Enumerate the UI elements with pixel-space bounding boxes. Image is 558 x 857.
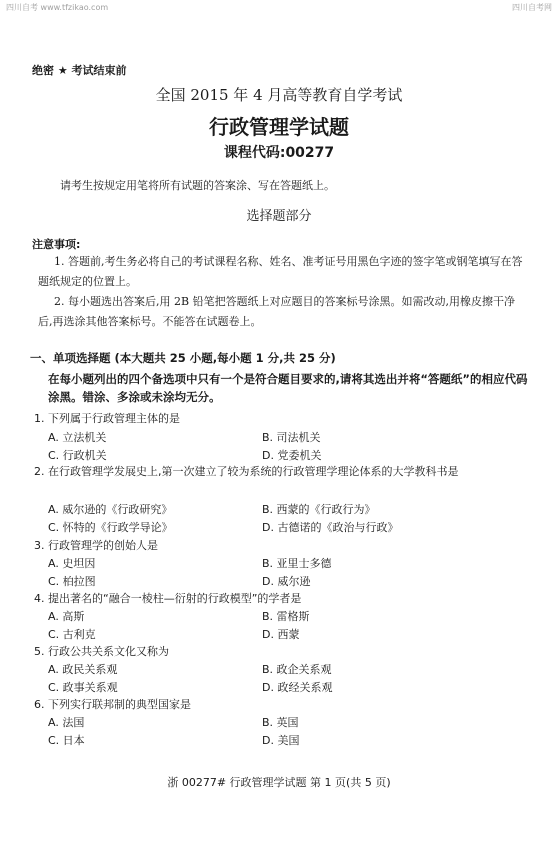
option-d: D. 政经关系观 xyxy=(262,681,333,694)
option-c: C. 怀特的《行政学导论》 xyxy=(48,521,173,534)
question-text: 5. 行政公共关系文化又称为 xyxy=(34,645,169,658)
option-b: B. 英国 xyxy=(262,716,299,729)
option-d: D. 西蒙 xyxy=(262,628,300,641)
option-c: C. 古利克 xyxy=(48,628,96,641)
question-text: 2. 在行政管理学发展史上,第一次建立了较为系统的行政管理学理论体系的大学教科书是 xyxy=(34,465,459,478)
option-d: D. 美国 xyxy=(262,734,300,747)
option-a: A. 高斯 xyxy=(48,610,85,623)
subject-title: 行政管理学试题 xyxy=(209,115,349,139)
option-d: D. 党委机关 xyxy=(262,449,322,462)
course-code: 课程代码:00277 xyxy=(223,145,335,161)
option-a: A. 史坦因 xyxy=(48,557,96,570)
watermark-left: 四川自考 www.tfzikao.com xyxy=(6,3,109,12)
option-a: A. 立法机关 xyxy=(48,431,107,444)
part-title: 一、单项选择题 (本大题共 25 小题,每小题 1 分,共 25 分) xyxy=(30,351,336,365)
question-text: 6. 下列实行联邦制的典型国家是 xyxy=(34,698,191,711)
instruction: 请考生按规定用笔将所有试题的答案涂、写在答题纸上。 xyxy=(60,179,335,192)
option-c: C. 柏拉图 xyxy=(48,575,96,588)
option-d: D. 古德诺的《政治与行政》 xyxy=(262,521,399,534)
option-b: B. 政企关系观 xyxy=(262,663,332,676)
option-a: A. 威尔逊的《行政研究》 xyxy=(48,503,173,516)
page-footer: 浙 00277# 行政管理学试题 第 1 页(共 5 页) xyxy=(167,776,391,789)
option-c: C. 政事关系观 xyxy=(48,681,118,694)
option-b: B. 雷格斯 xyxy=(262,610,310,623)
option-d: D. 威尔逊 xyxy=(262,575,311,588)
notes-title: 注意事项: xyxy=(32,238,81,251)
part-description: 在每小题列出的四个备选项中只有一个是符合题目要求的,请将其选出并将“答题纸”的相应代码涂黑。错涂、多涂或未涂均无分。 xyxy=(48,372,528,404)
note-item: 2. 每小题选出答案后,用 2B 铅笔把答题纸上对应题目的答案标号涂黑。如需改动,用橡皮擦干净后,再选涂其他答案标号。不能答在试题卷上。 xyxy=(38,295,516,328)
question-text: 4. 提出著名的“融合一棱柱—衍射的行政模型”的学者是 xyxy=(34,592,302,605)
option-b: B. 司法机关 xyxy=(262,431,321,444)
option-a: A. 政民关系观 xyxy=(48,663,118,676)
exam-title: 全国 2015 年 4 月高等教育自学考试 xyxy=(155,86,403,104)
option-c: C. 行政机关 xyxy=(48,449,107,462)
option-b: B. 西蒙的《行政行为》 xyxy=(262,503,376,516)
option-b: B. 亚里士多德 xyxy=(262,557,332,570)
question-text: 1. 下列属于行政管理主体的是 xyxy=(34,412,180,425)
question-text: 3. 行政管理学的创始人是 xyxy=(34,539,158,552)
option-a: A. 法国 xyxy=(48,716,85,729)
option-c: C. 日本 xyxy=(48,734,85,747)
watermark-right: 四川自考网 xyxy=(512,3,552,12)
note-item: 1. 答题前,考生务必将自己的考试课程名称、姓名、准考证号用黑色字迹的签字笔或钢笔填写在答题纸规定的位置上。 xyxy=(38,255,523,288)
section-title: 选择题部分 xyxy=(246,209,312,224)
secret-label: 绝密 ★ 考试结束前 xyxy=(32,64,127,77)
